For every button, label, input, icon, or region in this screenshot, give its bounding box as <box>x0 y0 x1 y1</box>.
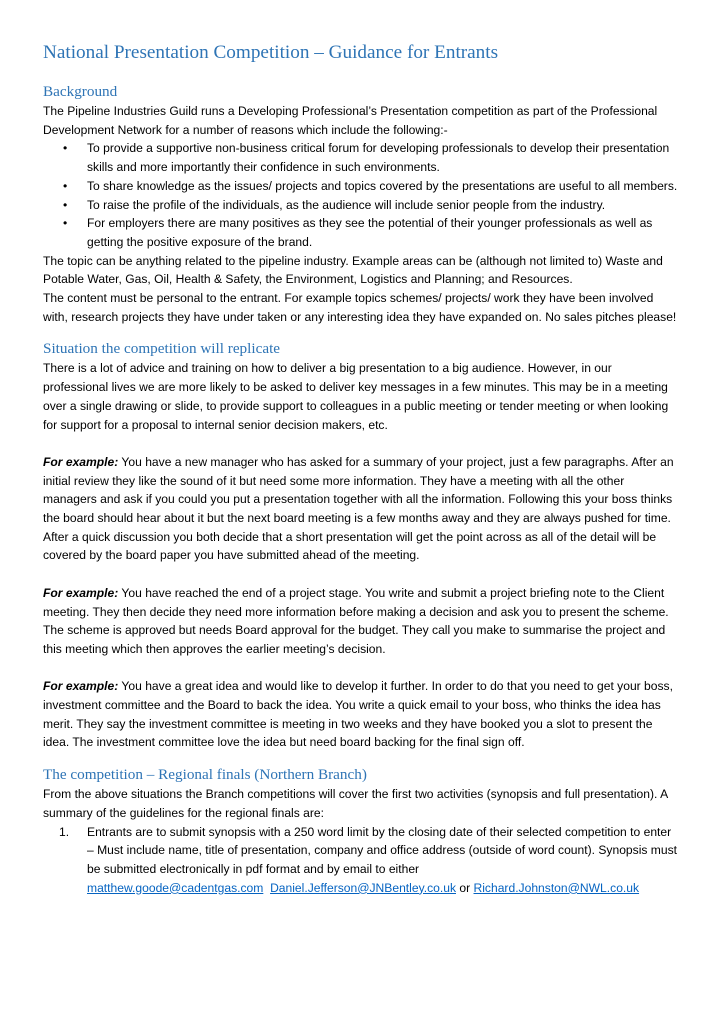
example-text: You have a new manager who has asked for a summary of your project, just a few paragraphs. After an initial review they like the sound of it but need some more information. They have a meeting with all the other managers and ask if you could you put a presentation together with all the information. Following this your boss thinks the board should hear about it but the next board meeting is a few months away and they are always pushed for time. After a quick discussion you both decide that a short presentation will get the point across as all of the detail will be covered by the board paper you have submitted ahead of the meeting. <box>43 454 674 563</box>
list-item: • To provide a supportive non-business critical forum for developing professionals to develop their presentation skills and more importantly their confidence in such environments. <box>63 141 670 175</box>
example-lead: For example: <box>43 585 119 600</box>
list-item <box>43 823 679 898</box>
situation-heading: Situation the competition will replicate <box>43 340 281 358</box>
list-item: • To share knowledge as the issues/ projects and topics covered by the presentations are useful to all members. <box>43 177 679 196</box>
background-heading: Background <box>43 83 118 100</box>
bullet-icon: • <box>63 178 68 193</box>
situation-intro: There is a lot of advice and training on how to deliver a big presentation to a big audience. However, in our professional lives we are more likely to be asked to deliver key messages in a few minutes. This may be in a meeting over a single drawing or slide, to provide support to colleagues in a public meeting or tender meeting or when looking for support for a proposal to internal senior decision makers, etc. <box>43 361 669 432</box>
bullet-icon: • <box>63 216 68 231</box>
example-text: You have reached the end of a project stage. You write and submit a project briefing note to the Client meeting. They then decide they need more information before making a decision and ask you to present the scheme. The scheme is approved but needs Board approval for the budget. They call you make to summarise the project and this meeting which then approves the earlier meeting’s decision. <box>43 585 669 656</box>
bullet-icon: • <box>63 141 68 156</box>
competition-heading: The competition – Regional finals (Northern Branch) <box>43 766 367 784</box>
example-paragraph <box>43 584 679 659</box>
example-paragraph <box>43 677 679 752</box>
email-link-richard[interactable]: Richard.Johnston@NWL.co.uk <box>473 880 640 895</box>
example-paragraph <box>43 453 679 565</box>
example-lead: For example: <box>43 679 119 694</box>
background-content: The content must be personal to the entrant. For example topics schemes/ projects/ work they have been involved with, research projects they have under taken or any interesting idea they have expanded on. No sales pitches please! <box>43 291 677 324</box>
competition-guidelines-list <box>43 823 679 898</box>
email-link-matthew[interactable]: matthew.goode@cadentgas.com <box>87 880 264 895</box>
bullet-icon: • <box>63 197 68 212</box>
list-number: 1. <box>59 824 70 839</box>
background-intro: The Pipeline Industries Guild runs a Developing Professional’s Presentation competition as part of the Professional Development Network for a number of reasons which include the following:- <box>43 104 658 137</box>
email-link-daniel[interactable]: Daniel.Jefferson@JNBentley.co.uk <box>270 880 456 895</box>
background-bullet-list <box>43 139 679 251</box>
list-item: • To raise the profile of the individuals, as the audience will include senior people from the industry. <box>43 196 679 215</box>
page-title: National Presentation Competition – Guidance for Entrants <box>43 42 499 63</box>
competition-intro: From the above situations the Branch competitions will cover the first two activities (synopsis and full presentation). A summary of the guidelines for the regional finals are: <box>43 787 668 820</box>
or-text: or <box>459 880 471 895</box>
background-topic: The topic can be anything related to the pipeline industry. Example areas can be (although not limited to) Waste and Potable Water, Gas, Oil, Health & Safety, the Environment, Logistics and Planning; and Resources. <box>43 253 663 287</box>
example-lead: For example: <box>43 454 119 469</box>
guideline-text: Entrants are to submit synopsis with a 250 word limit by the closing date of their selected competition to enter – Must include name, title of presentation, company and office address (outside of word count). Synopsis must be submitted electronically in pdf format and by email to either <box>87 824 677 876</box>
example-text: You have a great idea and would like to develop it further. In order to do that you need to get your boss, investment committee and the Board to back the idea. You write a quick email to your boss, who thinks the idea has merit. They say the investment committee is meeting in two weeks and they have booked you a slot to present the idea. The investment committee love the idea but need board backing for the final sign off. <box>43 679 673 750</box>
list-item: • For employers there are many positives as they see the potential of their younger professionals as well as getting the positive exposure of the brand. <box>63 216 653 249</box>
document-page <box>43 40 679 897</box>
